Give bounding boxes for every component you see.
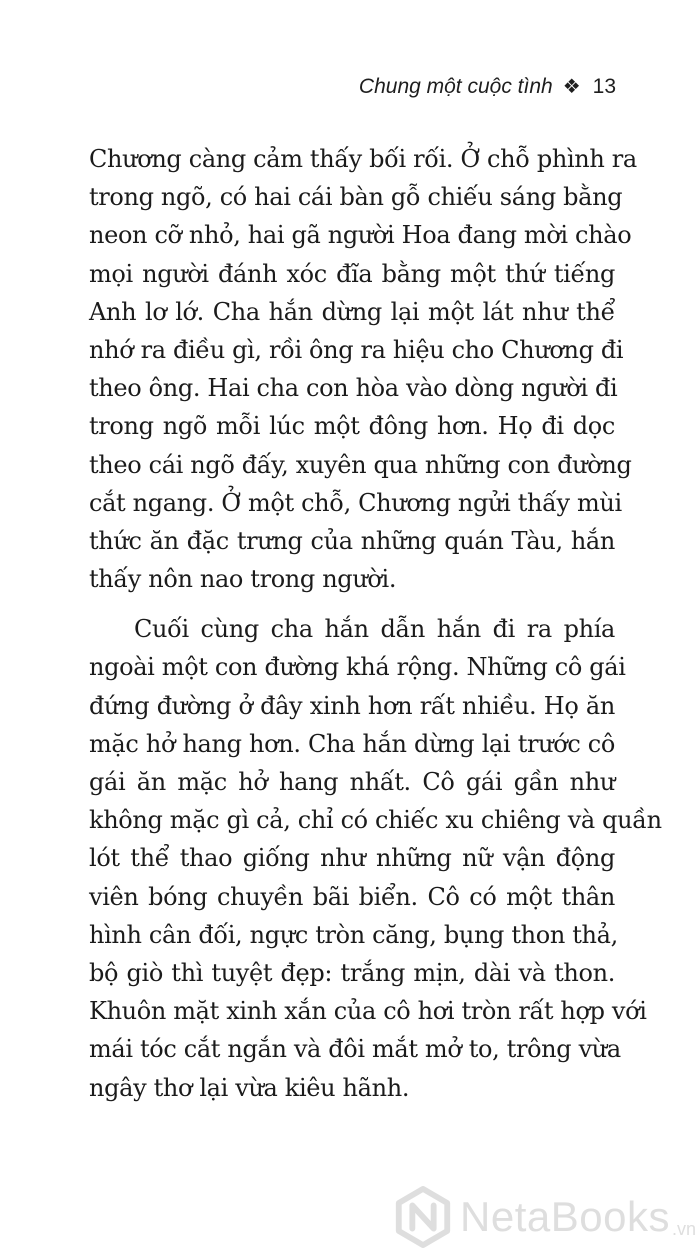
text-line: Anh lơ lớ. Cha hắn dừng lại một lát như thể xyxy=(89,297,615,326)
text-line: thấy nôn nao trong người. xyxy=(89,565,397,594)
text-line: thức ăn đặc trưng của những quán Tàu, hắn xyxy=(89,526,615,555)
body-text xyxy=(89,140,662,1107)
running-title: Chung một cuộc tình xyxy=(358,74,553,98)
text-line: ngoài một con đường khá rộng. Những cô gái xyxy=(89,653,626,682)
netabooks-watermark xyxy=(392,1186,696,1248)
text-line: mọi người đánh xóc đĩa bằng một thứ tiếng xyxy=(89,259,615,288)
text-line: đứng đường ở đây xinh hơn rất nhiều. Họ ăn xyxy=(89,691,615,720)
text-line: ngây thơ lại vừa kiêu hãnh. xyxy=(89,1073,410,1102)
text-line: hình cân đối, ngực tròn căng, bụng thon thả, xyxy=(89,920,618,949)
text-line: nhớ ra điều gì, rồi ông ra hiệu cho Chương đi xyxy=(89,335,624,364)
text-line: gái ăn mặc hở hang nhất. Cô gái gần như xyxy=(89,768,615,796)
text-line: Chương càng cảm thấy bối rối. Ở chỗ phình ra xyxy=(89,145,637,173)
text-line: Cuối cùng cha hắn dẫn hắn đi ra phía xyxy=(134,615,615,644)
text-line: trong ngõ mỗi lúc một đông hơn. Họ đi dọc xyxy=(89,412,615,441)
text-line: Khuôn mặt xinh xắn của cô hơi tròn rất hợp với xyxy=(89,997,647,1026)
text-line: không mặc gì cả, chỉ có chiếc xu chiêng và quần xyxy=(89,806,662,835)
watermark-tld: .vn xyxy=(671,1219,696,1239)
running-header xyxy=(359,74,616,99)
paragraph-1 xyxy=(89,140,637,598)
text-line: viên bóng chuyền bãi biển. Cô có một thân xyxy=(89,882,615,911)
text-line: theo cái ngõ đấy, xuyên qua những con đường xyxy=(89,450,632,479)
text-line: bộ giò thì tuyệt đẹp: trắng mịn, dài và thon. xyxy=(89,958,615,987)
text-line: theo ông. Hai cha con hòa vào dòng người đi xyxy=(89,374,618,403)
ornament-separator-icon: ❖ xyxy=(562,76,581,98)
text-line: lót thể thao giống như những nữ vận động xyxy=(89,844,615,873)
netabooks-logo-icon xyxy=(392,1186,454,1248)
text-line: neon cỡ nhỏ, hai gã người Hoa đang mời chào xyxy=(89,221,632,250)
text-line: mái tóc cắt ngắn và đôi mắt mở to, trông vừa xyxy=(89,1035,621,1064)
text-line: cắt ngang. Ở một chỗ, Chương ngửi thấy mùi xyxy=(89,488,622,517)
watermark-brand: NetaBooks xyxy=(460,1193,670,1240)
text-line: mặc hở hang hơn. Cha hắn dừng lại trước cô xyxy=(89,729,615,758)
text-line: trong ngõ, có hai cái bàn gỗ chiếu sáng bằng xyxy=(89,183,623,212)
page-number: 13 xyxy=(592,74,616,98)
paragraph-2 xyxy=(89,610,662,1106)
